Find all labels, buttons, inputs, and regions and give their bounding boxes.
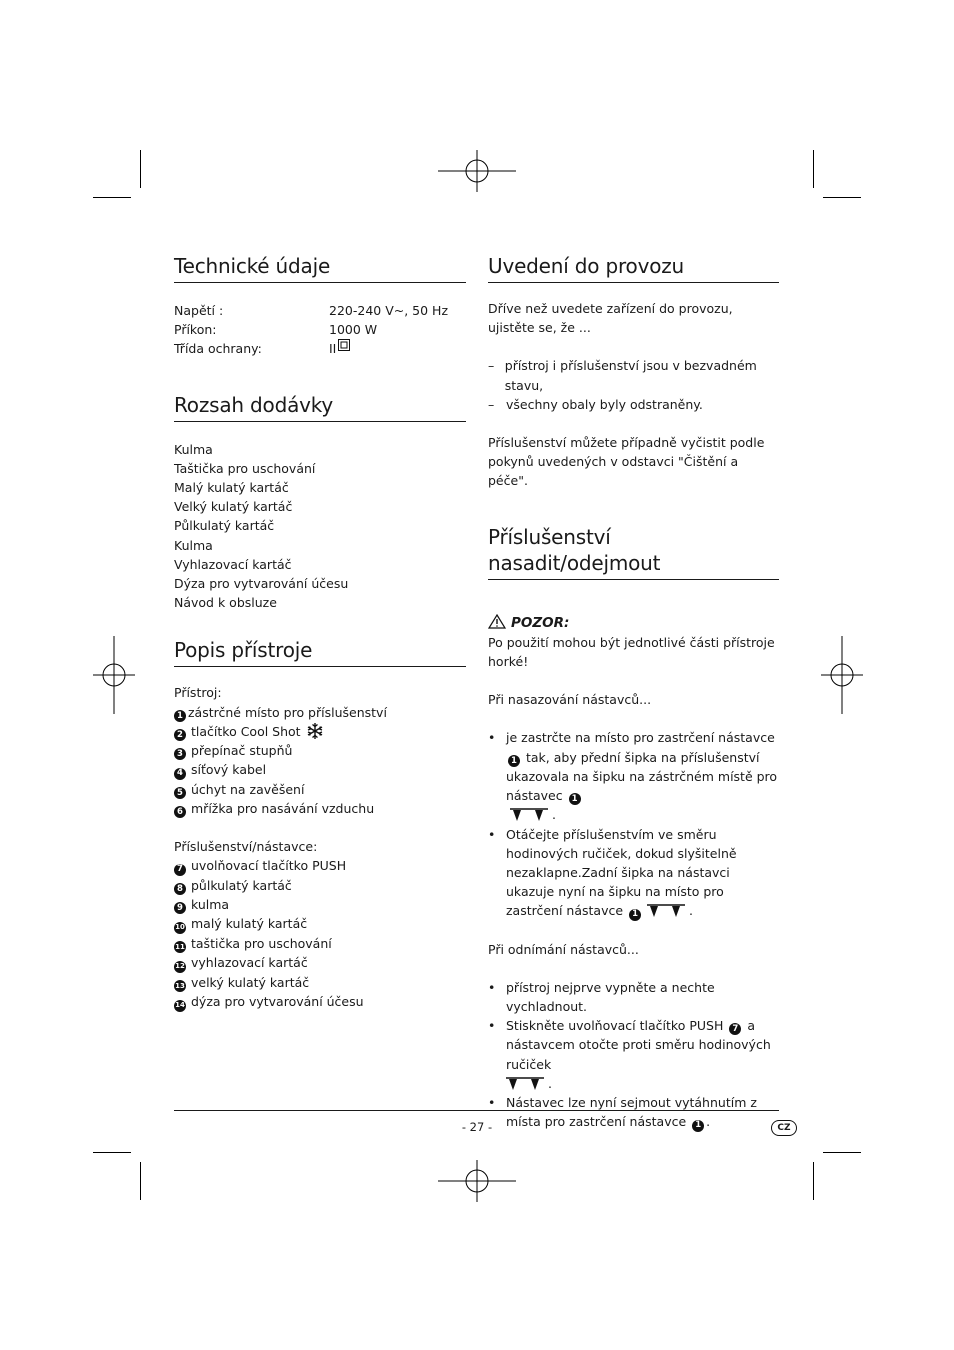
list-item [174,760,466,779]
number-badge: 1 [174,710,186,722]
registration-mark [438,150,516,192]
step-text: Otáčejte příslušenstvím ve směru hodinových ručiček, dokud slyšitelně nezaklapne.Zadní šipka na nástavci ukazuje nyní na šipku na místo pro zastrčení nástavce [506,826,737,919]
bullet-marker: • [488,979,496,995]
snowflake-icon [306,722,324,740]
warning [488,613,779,633]
period: . [689,903,694,919]
period: . [552,807,556,823]
left-column [174,253,466,1012]
step-text: je zastrčte na místo pro zastrčení nástavce [506,730,775,746]
list-item: Vyhlazovací kartáč [174,556,292,572]
technical-title: Technické údaje [174,253,466,283]
detach-step-text [506,1016,779,1093]
number-badge: 4 [174,768,186,780]
number-badge: 5 [174,787,186,799]
number-badge: 1 [692,1120,704,1132]
number-badge: 13 [174,980,186,992]
list-item: Dýza pro vytvarování účesu [174,576,349,592]
part-label: půlkulatý kartáč [191,877,292,893]
number-badge: 1 [629,909,641,921]
part-label: dýza pro vytvarování účesu [191,994,364,1010]
attach-step-text [506,728,779,824]
check-text: přístroj i příslušenství jsou v bezvadném stavu, [504,358,757,393]
step-text: Stiskněte uvolňovací tlačítko PUSH [506,1018,724,1034]
attach-title: Příslušenství nasadit/odejmout [488,524,779,580]
part-label: zástrčné místo pro příslušenství [188,704,387,720]
accessory-label: Příslušenství/nástavce: [174,839,318,855]
device-label: Přístroj: [174,685,222,701]
attach-label: Při nasazování nástavců... [488,692,652,708]
warning-label: POZOR: [511,614,570,631]
number-badge: 7 [174,864,186,876]
part-label: síťový kabel [191,762,267,778]
number-badge: 7 [729,1023,741,1035]
list-item: Návod k obsluze [174,595,277,611]
language-badge: CZ [771,1120,797,1136]
part-label: uvolňovací tlačítko PUSH [191,858,347,874]
list-item [174,876,466,895]
list-item [174,973,466,993]
detach-step [488,978,779,1016]
number-badge: 2 [174,729,186,741]
accessory-list [174,856,466,1011]
registration-mark [93,636,135,714]
protection-class-ii-icon [338,339,350,351]
part-label: přepínač stupňů [191,743,293,759]
scope-list [174,440,466,613]
attach-step [488,825,779,921]
detach-label: Při odnímání nástavců... [488,941,639,957]
step-text: přístroj nejprve vypněte a nechte vychladnout. [506,979,715,1015]
list-item [174,895,466,914]
spec-value: 220-240 V~, 50 Hz [329,303,449,318]
spec-label: Napětí : [174,303,224,318]
registration-mark [438,1160,516,1202]
check-text: všechny obaly byly odstraněny. [506,396,703,412]
dash-marker: – [488,358,495,374]
attach-step-text [506,825,779,921]
crop-mark [813,1162,814,1200]
spec-row [174,301,466,320]
list-item: Taštička pro uschování [174,460,316,476]
list-item [174,703,466,722]
page-number: - 27 - [461,1120,493,1134]
double-arrow-down-icon [506,1077,544,1091]
right-column [488,253,779,1132]
spec-value: II [329,341,337,357]
part-label: vyhlazovací kartáč [191,955,308,971]
spec-label: Třída ochrany: [174,341,262,357]
startup-title: Uvedení do provozu [488,253,779,283]
list-item: Půlkulatý kartáč [174,518,275,534]
step-text: tak, aby přední šipka na příslušenství ukazovala na šipku na zástrčném místě pro nástavec [506,749,778,804]
number-badge: 1 [569,793,581,805]
cleaning-note: Příslušenství můžete případně vyčistit podle pokynů uvedených v odstavci "Čištění a péče". [488,435,765,489]
bullet-marker: • [488,1018,496,1034]
list-item [174,914,466,934]
part-label: úchyt na zavěšení [191,781,305,797]
detach-step [488,1016,779,1093]
part-label: tlačítko Cool Shot [191,723,301,739]
bullet-marker: • [488,1095,496,1111]
device-parts-list [174,703,466,819]
crop-mark [823,197,861,198]
crop-mark [823,1152,861,1153]
crop-mark [813,150,814,188]
list-item: Kulma [174,537,213,553]
number-badge: 9 [174,902,186,914]
number-badge: 11 [174,941,186,953]
warning-triangle-icon [488,614,506,629]
footer-rule [174,1110,779,1111]
spec-row [174,339,466,358]
list-item [174,741,466,760]
part-label: malý kulatý kartáč [191,916,308,932]
list-item [174,992,466,1012]
number-badge: 10 [174,922,186,934]
crop-mark [93,197,131,198]
list-item [174,934,466,954]
bullet-marker: • [488,730,496,746]
number-badge: 8 [174,883,186,895]
warning-text: Po použití mohou být jednotlivé části přístroje horké! [488,634,775,670]
number-badge: 14 [174,1000,186,1012]
part-label: velký kulatý kartáč [191,974,310,990]
number-badge: 6 [174,806,186,818]
number-badge: 12 [174,961,186,973]
part-label: mřížka pro nasávání vzduchu [191,800,375,816]
crop-mark [140,1162,141,1200]
spec-label: Příkon: [174,322,217,338]
period: . [548,1075,552,1091]
step-text: Nástavec lze nyní sejmout vytáhnutím z místa pro zastrčení nástavce [506,1095,757,1130]
part-label: kulma [191,896,230,912]
description-title: Popis přístroje [174,637,466,667]
list-item: Malý kulatý kartáč [174,480,289,496]
startup-intro: Dříve než uvedete zařízení do provozu, ujistěte se, že ... [488,301,733,336]
step-text: a nástavcem otočte proti směru hodinových ručiček [506,1018,771,1072]
list-item: Kulma [174,441,213,457]
list-item [174,953,466,973]
spec-row [174,320,466,339]
bullet-marker: • [488,826,496,842]
number-badge: 3 [174,748,186,760]
crop-mark [140,150,141,188]
part-label: taštička pro uschování [191,935,332,951]
number-badge: 1 [508,755,520,767]
check-item [488,356,779,394]
double-arrow-down-icon [510,808,548,822]
double-arrow-down-icon [647,904,685,918]
list-item [174,799,466,818]
list-item [174,780,466,799]
list-item [174,856,466,875]
registration-mark [821,636,863,714]
attach-step [488,728,779,824]
list-item: Velký kulatý kartáč [174,499,293,515]
dash-marker: – [488,396,495,412]
check-item [488,395,779,414]
list-item [174,722,466,741]
spec-value: 1000 W [329,322,378,338]
period: . [706,1114,711,1130]
crop-mark [93,1152,131,1153]
scope-title: Rozsah dodávky [174,392,466,422]
